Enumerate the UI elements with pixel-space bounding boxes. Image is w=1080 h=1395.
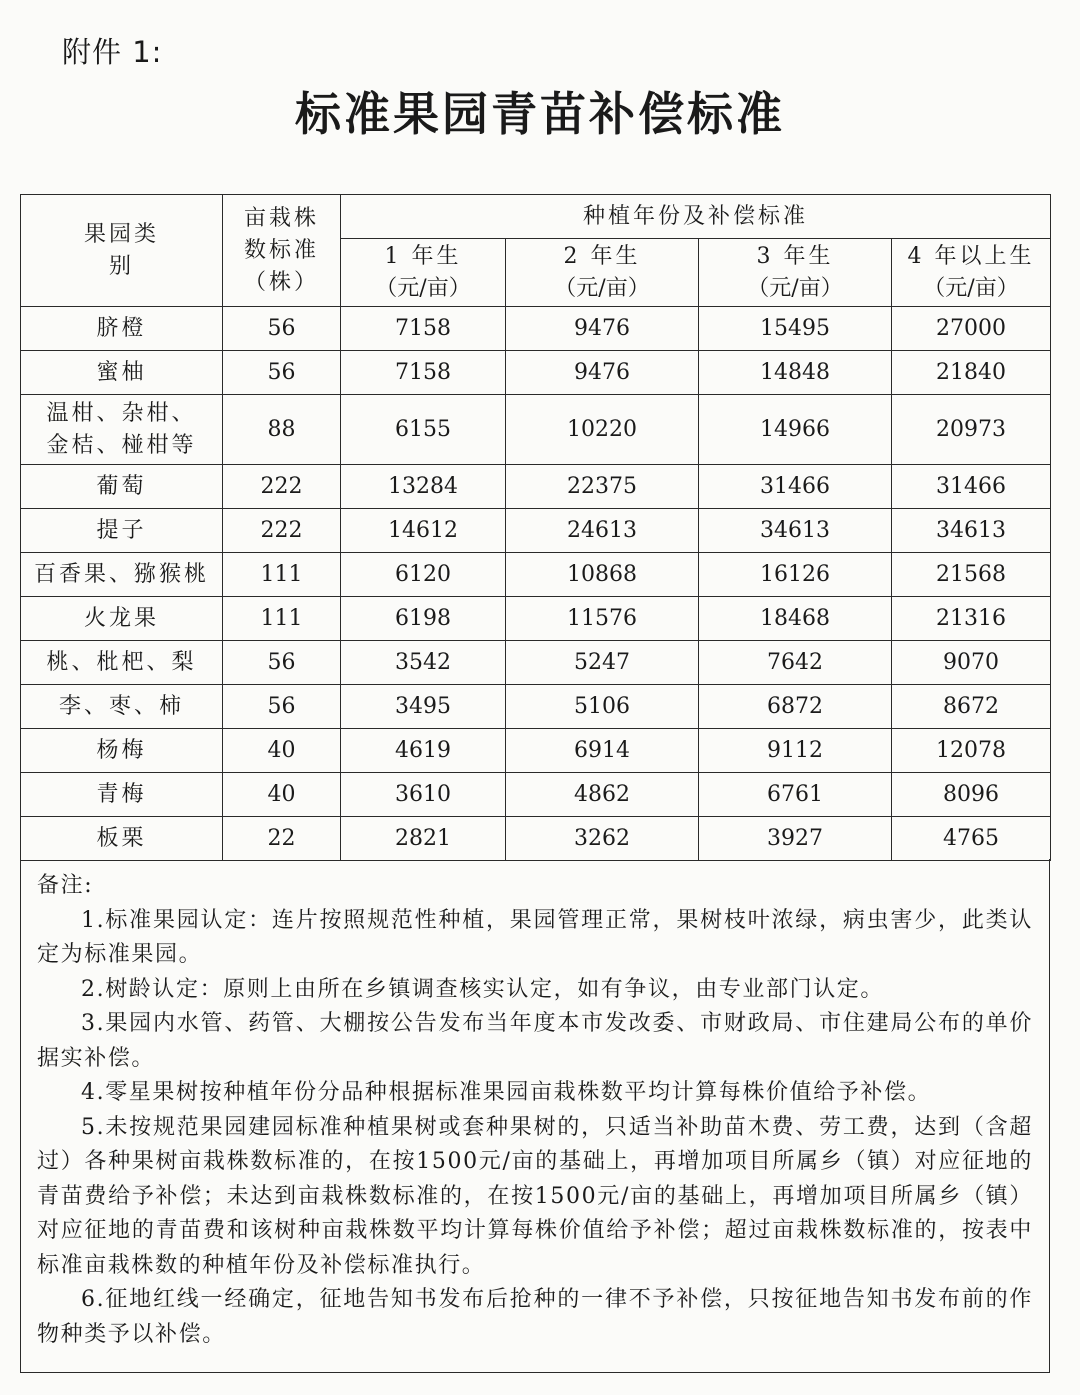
table-row bbox=[21, 465, 1051, 509]
cell-y1: 13284 bbox=[341, 465, 506, 509]
cell-y2: 4862 bbox=[506, 773, 699, 817]
table-row bbox=[21, 553, 1051, 597]
cell-density: 56 bbox=[223, 641, 341, 685]
remark-5: 5.未按规范果园建园标准种植果树或套种果树的，只适当补助苗木费、劳工费，达到（含超过）各种果树亩栽株数标准的，在按1500元/亩的基础上，再增加项目所属乡（镇）对应征地的青苗费给予补偿；未达到亩栽株数标准的，在按1500元/亩的基础上，再增加项目所属乡（镇）对应征地的青苗费和该树种亩栽株数平均计算每株价值给予补偿；超过亩栽株数标准的，按表中标准亩栽株数的种植年份及补偿标准执行。 bbox=[37, 1114, 1033, 1278]
cell-y4: 20973 bbox=[892, 395, 1051, 465]
header-density: 亩栽株数标准（株） bbox=[223, 195, 341, 307]
cell-y1: 3542 bbox=[341, 641, 506, 685]
remark-3: 3.果园内水管、药管、大棚按公告发布当年度本市发改委、市财政局、市住建局公布的单价据实补偿。 bbox=[37, 1011, 1033, 1071]
cell-y4: 27000 bbox=[892, 307, 1051, 351]
cell-y3: 7642 bbox=[699, 641, 892, 685]
cell-y3: 9112 bbox=[699, 729, 892, 773]
cell-y1: 7158 bbox=[341, 351, 506, 395]
cell-y3: 14848 bbox=[699, 351, 892, 395]
cell-y2: 10868 bbox=[506, 553, 699, 597]
cell-category: 葡萄 bbox=[21, 465, 223, 509]
cell-y1: 6155 bbox=[341, 395, 506, 465]
cell-density: 40 bbox=[223, 773, 341, 817]
remark-2: 2.树龄认定：原则上由所在乡镇调查核实认定，如有争议，由专业部门认定。 bbox=[81, 976, 884, 1002]
cell-y2: 5106 bbox=[506, 685, 699, 729]
cell-category: 青梅 bbox=[21, 773, 223, 817]
header-year-4: 4 年以上生 （元/亩） bbox=[892, 239, 1051, 307]
cell-y3: 6761 bbox=[699, 773, 892, 817]
cell-y2: 24613 bbox=[506, 509, 699, 553]
cell-y1: 3495 bbox=[341, 685, 506, 729]
cell-y3: 6872 bbox=[699, 685, 892, 729]
table-row bbox=[21, 307, 1051, 351]
cell-category: 杨梅 bbox=[21, 729, 223, 773]
cell-density: 111 bbox=[223, 553, 341, 597]
table-body bbox=[21, 307, 1051, 861]
cell-y3: 18468 bbox=[699, 597, 892, 641]
cell-y3: 14966 bbox=[699, 395, 892, 465]
remarks bbox=[20, 859, 1050, 1373]
page-title: 标准果园青苗补偿标准 bbox=[295, 87, 785, 141]
attachment-label: 附件 1: bbox=[62, 35, 163, 69]
cell-category: 蜜柚 bbox=[21, 351, 223, 395]
cell-y1: 6198 bbox=[341, 597, 506, 641]
cell-category: 火龙果 bbox=[21, 597, 223, 641]
header-year-3: 3 年生 （元/亩） bbox=[699, 239, 892, 307]
table-row bbox=[21, 729, 1051, 773]
table-row bbox=[21, 395, 1051, 465]
table-row bbox=[21, 685, 1051, 729]
cell-y2: 6914 bbox=[506, 729, 699, 773]
cell-y3: 16126 bbox=[699, 553, 892, 597]
cell-density: 56 bbox=[223, 351, 341, 395]
table-row bbox=[21, 773, 1051, 817]
cell-y4: 8096 bbox=[892, 773, 1051, 817]
header-category: 果园类别 bbox=[21, 195, 223, 307]
cell-y4: 21316 bbox=[892, 597, 1051, 641]
table-row bbox=[21, 597, 1051, 641]
cell-density: 222 bbox=[223, 509, 341, 553]
remark-6: 6.征地红线一经确定，征地告知书发布后抢种的一律不予补偿，只按征地告知书发布前的作物种类予以补偿。 bbox=[37, 1287, 1033, 1347]
cell-density: 56 bbox=[223, 685, 341, 729]
cell-y2: 3262 bbox=[506, 817, 699, 861]
cell-density: 22 bbox=[223, 817, 341, 861]
cell-y2: 9476 bbox=[506, 351, 699, 395]
cell-y4: 4765 bbox=[892, 817, 1051, 861]
remark-4: 4.零星果树按种植年份分品种根据标准果园亩栽株数平均计算每株价值给予补偿。 bbox=[81, 1080, 932, 1105]
cell-density: 40 bbox=[223, 729, 341, 773]
cell-y4: 9070 bbox=[892, 641, 1051, 685]
cell-category: 李、枣、柿 bbox=[21, 685, 223, 729]
table-row bbox=[21, 351, 1051, 395]
cell-y4: 31466 bbox=[892, 465, 1051, 509]
cell-y2: 22375 bbox=[506, 465, 699, 509]
cell-category: 脐橙 bbox=[21, 307, 223, 351]
header-year-group: 种植年份及补偿标准 bbox=[341, 195, 1051, 239]
cell-y4: 34613 bbox=[892, 509, 1051, 553]
cell-y4: 8672 bbox=[892, 685, 1051, 729]
compensation-table bbox=[20, 194, 1051, 861]
cell-category: 百香果、猕猴桃 bbox=[21, 553, 223, 597]
cell-y2: 5247 bbox=[506, 641, 699, 685]
cell-y4: 21568 bbox=[892, 553, 1051, 597]
cell-y1: 3610 bbox=[341, 773, 506, 817]
cell-y1: 4619 bbox=[341, 729, 506, 773]
cell-y3: 34613 bbox=[699, 509, 892, 553]
cell-y1: 7158 bbox=[341, 307, 506, 351]
remarks-label: 备注: bbox=[37, 873, 94, 898]
table-row bbox=[21, 817, 1051, 861]
cell-y3: 31466 bbox=[699, 465, 892, 509]
cell-category: 桃、枇杷、梨 bbox=[21, 641, 223, 685]
cell-category: 提子 bbox=[21, 509, 223, 553]
cell-y2: 9476 bbox=[506, 307, 699, 351]
cell-density: 56 bbox=[223, 307, 341, 351]
cell-y4: 21840 bbox=[892, 351, 1051, 395]
table-row bbox=[21, 509, 1051, 553]
cell-y2: 10220 bbox=[506, 395, 699, 465]
cell-category: 温柑、杂柑、金桔、椪柑等 bbox=[21, 395, 223, 465]
cell-y1: 2821 bbox=[341, 817, 506, 861]
cell-y2: 11576 bbox=[506, 597, 699, 641]
cell-y3: 15495 bbox=[699, 307, 892, 351]
cell-density: 88 bbox=[223, 395, 341, 465]
remark-1: 1.标准果园认定：连片按照规范性种植，果园管理正常，果树枝叶浓绿，病虫害少，此类认定为标准果园。 bbox=[37, 907, 1033, 967]
cell-y3: 3927 bbox=[699, 817, 892, 861]
table-row bbox=[21, 641, 1051, 685]
header-year-2: 2 年生 （元/亩） bbox=[506, 239, 699, 307]
cell-density: 111 bbox=[223, 597, 341, 641]
cell-category: 板栗 bbox=[21, 817, 223, 861]
header-year-1: 1 年生 （元/亩） bbox=[341, 239, 506, 307]
cell-density: 222 bbox=[223, 465, 341, 509]
cell-y1: 14612 bbox=[341, 509, 506, 553]
cell-y4: 12078 bbox=[892, 729, 1051, 773]
cell-y1: 6120 bbox=[341, 553, 506, 597]
